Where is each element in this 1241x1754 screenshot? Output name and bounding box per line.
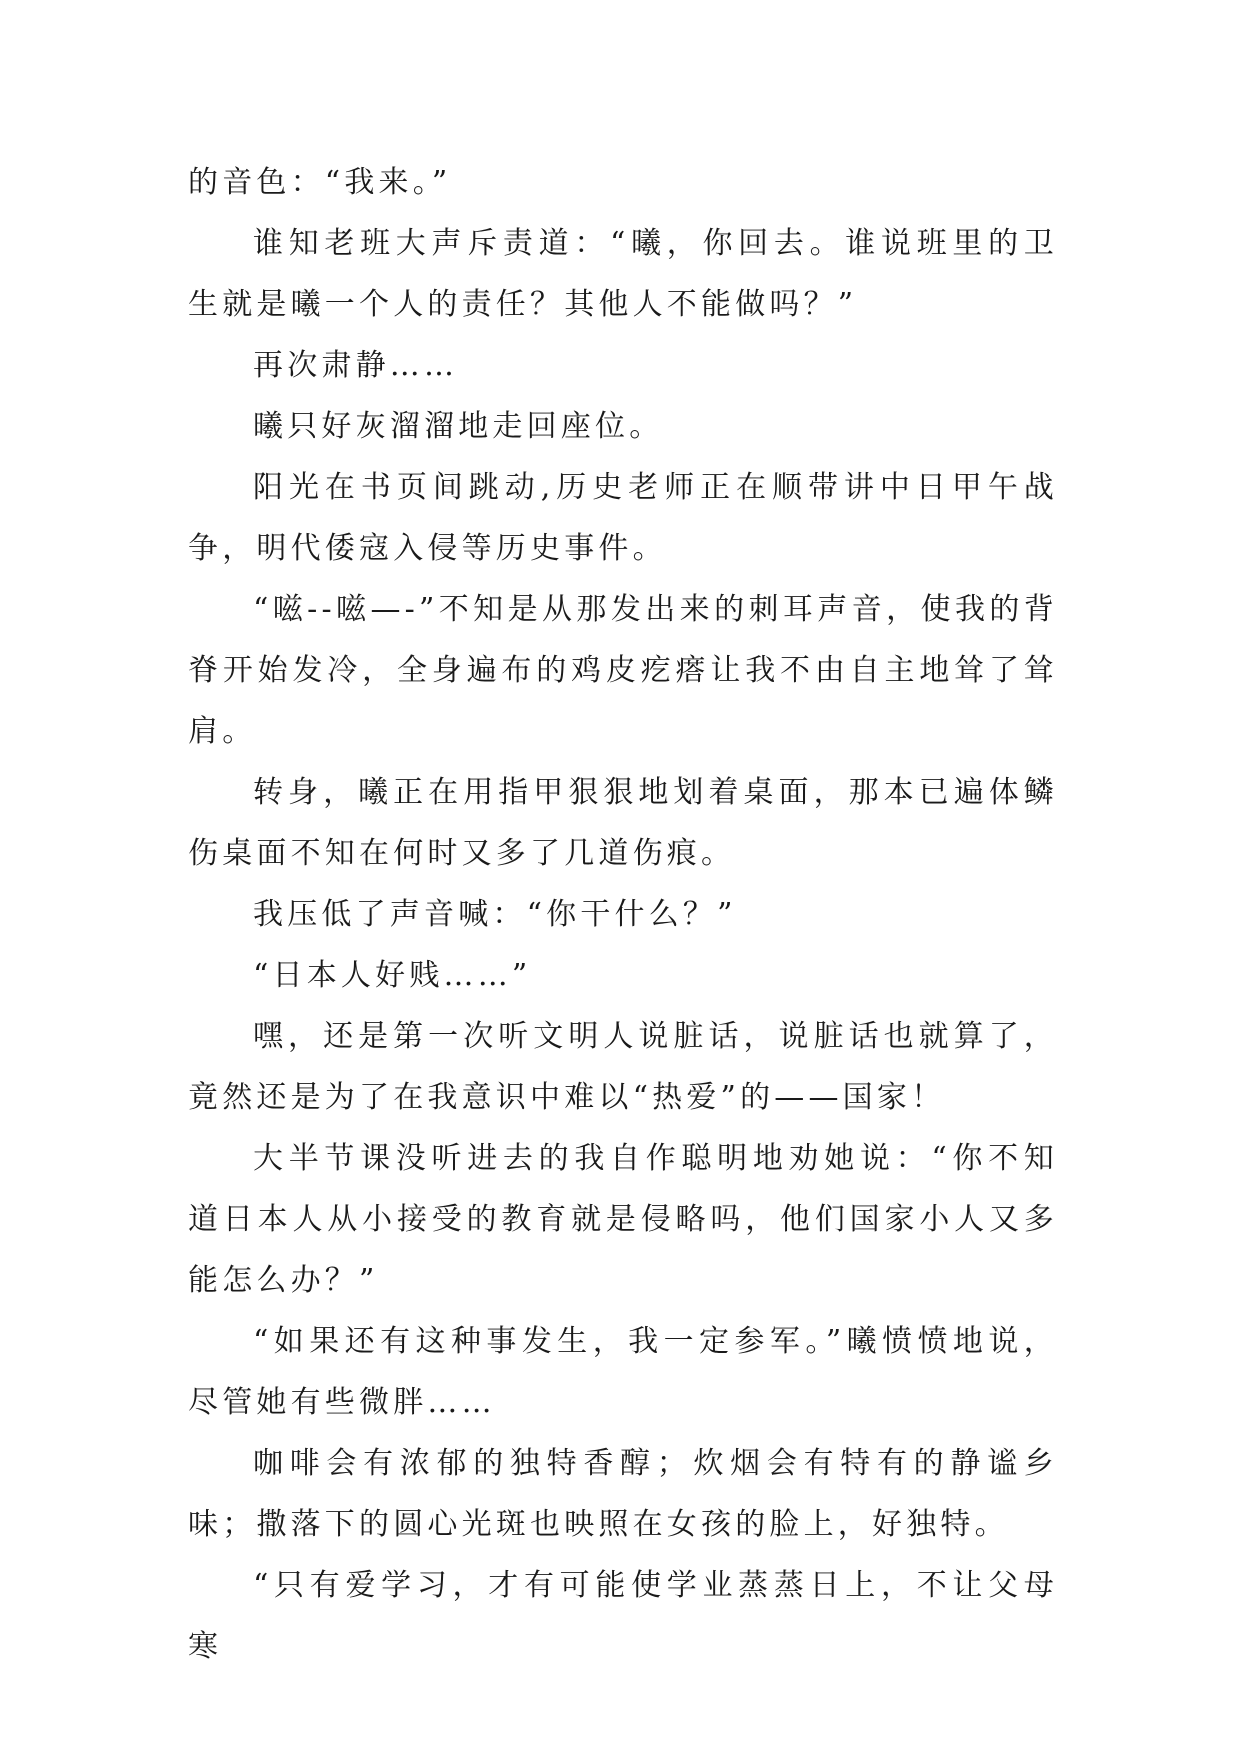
paragraph: 咖啡会有浓郁的独特香醇；炊烟会有特有的静谧乡味；撒落下的圆心光斑也映照在女孩的脸上，好独特。 (188, 1446, 1058, 1542)
paragraph: 嘿，还是第一次听文明人说脏话，说脏话也就算了，竟然还是为了在我意识中难以“热爱”的——国家！ (188, 1019, 1058, 1115)
paragraph: 阳光在书页间跳动,历史老师正在顺带讲中日甲午战争，明代倭寇入侵等历史事件。 (188, 470, 1058, 566)
document-body (188, 152, 1058, 1677)
paragraph: 我压低了声音喊：“你干什么？” (253, 897, 737, 932)
paragraph: “嗞--嗞—-”不知是从那发出来的刺耳声音，使我的背脊开始发冷，全身遍布的鸡皮疙瘩让我不由自主地耸了耸肩。 (188, 592, 1058, 749)
paragraph: 的音色：“我来。” (188, 165, 452, 200)
paragraph: 曦只好灰溜溜地走回座位。 (253, 409, 664, 444)
paragraph: 大半节课没听进去的我自作聪明地劝她说：“你不知道日本人从小接受的教育就是侵略吗，他们国家小人又多能怎么办？” (188, 1141, 1058, 1298)
paragraph: 转身，曦正在用指甲狠狠地划着桌面，那本已遍体鳞伤桌面不知在何时又多了几道伤痕。 (188, 775, 1058, 871)
paragraph: 再次肃静…… (253, 348, 459, 383)
paragraph: 谁知老班大声斥责道：“曦，你回去。谁说班里的卫生就是曦一个人的责任？其他人不能做吗？” (188, 226, 1058, 322)
paragraph: “只有爱学习，才有可能使学业蒸蒸日上，不让父母寒 (188, 1568, 1058, 1664)
paragraph: “日本人好贱……” (253, 958, 532, 993)
paragraph: “如果还有这种事发生，我一定参军。”曦愤愤地说，尽管她有些微胖…… (188, 1324, 1058, 1420)
